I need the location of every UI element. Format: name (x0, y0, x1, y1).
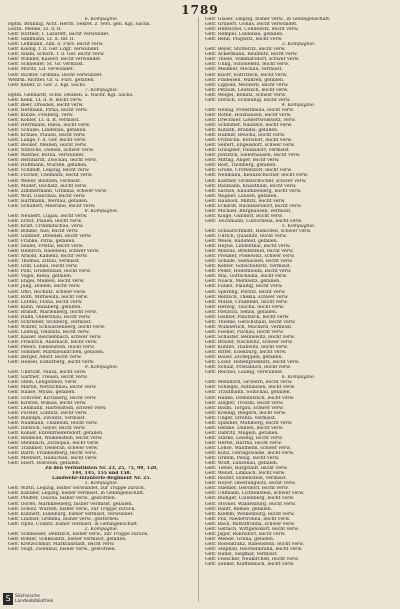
list-entry: Gefr. Neumann, Kleinzschocher, leicht verw. (205, 173, 309, 179)
list-entry: Gefr. Michael, Burghausen, vermisst. (205, 208, 292, 214)
list-entry: Gefr. Rößler, Schkeuditz, bisher vermisst, gefallen. (8, 536, 127, 542)
list-entry: Gefr. Keller, D. Ger. 2. Kgl. Sachs. (8, 82, 87, 88)
list-entry: Gefr. Wendt, Limbach, leicht verw. (205, 471, 286, 477)
list-entry: Gefr. Seifert, Engelsdorf, schwer verw. (205, 143, 296, 149)
list-entry: Gefr. Berger, Adorf, leicht verw. (8, 355, 82, 361)
list-entry: Gefr. Haase, Mylau, gefallen. (8, 390, 76, 396)
list-entry: Gefr. Opitz, Colditz, bisher vermisst, in Gefangenschaft. (8, 521, 139, 527)
list-entry: Gefr. Kohler, Lt. d. R. vermisst. (8, 117, 80, 123)
list-entry: Gefr. Wunderlich, Machern, vermisst. (205, 324, 293, 330)
list-entry: Gefr. Ranft, Remse, gefallen. (205, 506, 273, 512)
list-entry: Gefr. Poller, Hohenheida, leicht verw. (205, 269, 292, 275)
list-entry: Gefr. Stephan, Reichenbrand, leicht verw. (205, 546, 303, 552)
list-entry: Gefr. Kluge, Gundorf, leicht verw. (205, 213, 283, 219)
list-heading: Zu den Verlustlisten Nr. 23, 25, 75, 98, 128, (45, 466, 158, 472)
list-entry: Gefr. Schlegel, Authausen, leicht verw. (205, 385, 296, 391)
list-entry: Gefr. Schubert, Meerane, leicht verw. (8, 203, 96, 209)
list-entry: Gefr. Reichel, Laußig, verwundet. (205, 370, 284, 376)
list-entry: Gefr. Nitzsche, Döbeln, schwer verw. (8, 148, 94, 154)
list-entry: Gefr. Günther, Dresden, leicht verw. (8, 234, 92, 240)
list-entry: Gefr. Möbius, Breitenfeld, leicht verw. (205, 249, 294, 255)
list-entry: Gefr. Fischer, Chemnitz, leicht verw. (8, 173, 93, 179)
section-heading: 3. Kompagnie. (281, 42, 316, 48)
list-entry: Gefr. Klemm, Wolkenburg, leicht verw. (205, 511, 295, 517)
library-logo (3, 591, 67, 607)
list-entry: Gefr. Ernst, Plauen, leicht verw. (8, 218, 83, 224)
list-entry: Gefr. Thomas, Zittau, vermisst. (8, 259, 81, 265)
list-entry: Gefr. Grimm, Penig, leicht verw. (205, 456, 280, 462)
list-entry: Gefr. Haubold, Miltitz, leicht verw. (205, 198, 286, 204)
list-entry: Gefr. Keßler, Göbschelwitz, vermisst. (205, 264, 291, 270)
list-entry: Gefr. Schade, Seehausen, leicht verw. (205, 259, 293, 265)
page-number: 1789 (181, 3, 219, 17)
list-entry: Gefr. Ulbricht, Pausa, leicht verw. (8, 370, 87, 376)
list-entry: Gefr. Petzold, Leutzsch, leicht verw. (205, 87, 289, 93)
list-entry: Gefr. Starke, Leisnig, leicht verw. (205, 435, 283, 441)
section-heading: 7. Kompagnie. (84, 87, 119, 93)
list-entry: Gefr. Herzog, Taucha, leicht verw. (205, 304, 285, 310)
list-entry: Gefr. Beyer, Stötteritz, leicht verw. (205, 47, 286, 53)
left-column (8, 17, 199, 602)
list-entry: Gefr. Hoffmann, Wurzen, gefallen. (8, 163, 88, 169)
list-entry: Gefr. Gärtner, Treuen, leicht verw. (8, 375, 88, 381)
list-entry: Gefr. Unger, Strehla, vermisst. (205, 415, 277, 421)
list-entry: Gefr. Gerlach, Wittgensdorf, leicht verw. (205, 526, 299, 532)
list-entry: Wehrm. Richter, Gl. u. Fürs. gefallen. (8, 77, 95, 83)
list-entry: Gefr. Rüdiger, Callenberg, leicht verw. (205, 496, 295, 502)
list-entry: Gefr. Funke, Plaußig, leicht verw. (205, 284, 283, 290)
list-entry: Gefr. Hüttner, I. Lazarett, leicht verwundet. (8, 32, 110, 38)
list-entry: Gefr. Weber, Bautzen, vermisst. (8, 178, 82, 184)
list-entry: Gefr. Geißler, Panitzsch, leicht verw. (205, 314, 290, 320)
right-column (205, 17, 392, 602)
list-entry: Gefr. Eckardt, Rückmarsdorf, leicht verw. (205, 203, 302, 209)
list-entry: Gefr. Kiellig, f. d. Ger. Ldgr. verwundet. (8, 47, 100, 53)
list-entry: Hptm. Brüning, Acht. Herrn. Sekret. z. Vers. gen. Kgl. Sachs. (8, 22, 151, 28)
list-entry: Gefr. Hoyer, Oberlungwitz, leicht verw. (205, 481, 296, 487)
list-entry: Gefr. Hentschel, Connewitz, leicht verw. (205, 27, 299, 33)
list-entry: Gefr. Kuhnert, Eilenburg, bisher vermisst, verwundet. (8, 511, 134, 517)
list-entry: Gefr. Pfeiffer, Taucha, bisher verw., gestorben. (8, 496, 117, 502)
section-heading: 6. Kompagnie. (281, 375, 316, 381)
list-entry: Gefr. Kuntze, Thallwitz, leicht verw. (205, 345, 288, 351)
list-entry: Gefr. Ebert, Roßwein, gefallen. (8, 461, 81, 467)
list-entry: Gefr. Zenker, Klaffenbach, leicht verw. (205, 562, 295, 568)
list-entry: Gefr. Gläser, Leipzig, bisher verw., in Gefangenschaft. (205, 17, 331, 22)
list-entry: Gefr. Schuster, Bennewitz, leicht verw. (205, 334, 296, 340)
list-entry: Gefr. Hempel, Lindenau, gefallen. (205, 32, 284, 38)
list-entry: Gefr. Mehnert, Hainichen, leicht verw. (8, 456, 98, 462)
list-entry: Gefr. Kühn, Annaberg, gefallen. (8, 304, 82, 310)
list-entry: Gefr. Mai, Gottscheina, leicht verw. (205, 274, 288, 280)
list-entry: Gefr. Meißner, Mockau, vermisst. (205, 67, 283, 73)
list-entry: Gefr. Wagner, Lausen, gefallen. (205, 193, 278, 199)
list-entry: Gefr. Seidel, Freital, leicht verw. (8, 244, 84, 250)
list-entry: Gefr. Uhlmann, Lichtenstein, schwer verw. (205, 491, 305, 497)
list-entry: Gefr. Arnold, Kamenz, leicht verw. (8, 254, 88, 260)
list-entry: Gefr. Jentzsch, Sellerhausen, leicht verw. (205, 153, 301, 159)
list-entry: Gefr. Sahlmann, Lt. d. Inf. II. (8, 37, 75, 43)
list-entry: Gefr. Grunert, Gohlis, leicht verwundet. (205, 22, 298, 28)
list-entry: Gefr. Heyne, Lindenthal, leicht verw. (205, 244, 291, 250)
list-entry: Gefr. Otto, Rochlitz, schwer verw. (8, 289, 87, 295)
list-entry: Gefr. Uhlig, Schönefeld, leicht verw. (205, 62, 290, 68)
list-entry: Gefr. Lehmann, Hartenstein, schwer verw. (8, 405, 107, 411)
list-entry: Gefr. Franke, Pirna, gefallen. (8, 239, 76, 245)
list-entry: Gefr. Reuter, Hohenstein, vermisst. (205, 476, 288, 482)
list-entry: Gefr. Bernhardt, Zwickau, leicht verw. (8, 158, 97, 164)
section-heading: 5. Kompagnie. (281, 223, 316, 229)
list-entry: Gefr. Sperling, Portitz, leicht verw. (205, 289, 286, 295)
list-entry: Gefr. Rosenkranz, Rabenstein, leicht verw. (205, 541, 305, 547)
list-entry: Gefr. Tietze, Burgstädt, leicht verw. (205, 466, 288, 472)
section-heading: 1. Kompagnie. (84, 481, 119, 487)
list-entry: Gefr. Stein, Lengenfeld, verw. (8, 380, 78, 386)
library-logo-icon: S (3, 593, 13, 605)
list-entry: Gefr. Voigt, Zwenkau, bisher verw., gestorben. (8, 546, 117, 552)
list-entry: Gefr. Förster, Lößnitz, leicht verw. (8, 410, 88, 416)
section-heading: 4. Kompagnie. (281, 102, 316, 108)
list-entry: Gefr. Hermann, Pirna, leicht verw. (8, 107, 88, 113)
list-entry: Gefr. Fiedler, Püchau, leicht verw. (205, 329, 284, 335)
list-entry: Gefr. Engel, Meißen, leicht verw. (8, 279, 85, 285)
list-entry: Gefr. Rehn, Plagwitz, leicht verw. (205, 37, 283, 43)
list-entry: Gefr. Steinbach, Zschopau, leicht verw. (8, 440, 100, 446)
list-entry: Gefr. Teichmann, Lützschena, leicht verw. (205, 218, 303, 224)
list-entry: Gefr. Dietrich, Geyer, leicht verw. (8, 425, 86, 431)
list-entry: Gefr. Rost, Thonberg, gefallen. (205, 163, 277, 169)
list-entry: Gefr. Hanke, Dommitzsch, leicht verw. (205, 395, 295, 401)
list-heading: Landwehr-Infanterie-Regiment Nr. 25. (51, 476, 152, 482)
list-entry: Gefr. Kirsten, Wilkau, leicht verw. (8, 400, 87, 406)
list-entry: Gefr. Pilz, Niederfrohna, leicht verw. (205, 516, 291, 522)
list-entry: Gefr. Mende, Grüna, gefallen. (205, 536, 275, 542)
list-entry: Gefr. Heinig, Probstheida, leicht verw. (205, 107, 294, 113)
list-entry: Gefr. Däbritz, Mügeln, gefallen. (205, 430, 279, 436)
list-entry: Gefr. Graupner, Paunsdorf, vermisst. (205, 148, 291, 154)
list-entry: Gefr. Mittag, Anger, leicht verw. (205, 158, 280, 164)
list-entry: Gefr. Ludwig, Oelsnitz, leicht verw. (8, 329, 90, 335)
list-entry: Gefr. Weise, Radefeld, gefallen. (205, 239, 279, 245)
list-entry: Gefr. Kenk, Lt. d. R. leicht verw. (8, 97, 83, 103)
list-entry: Gefr. Kunath, Brandis, gefallen. (205, 128, 279, 134)
list-entry: Gefr. Bauer, Zschepplin, gefallen. (205, 355, 283, 361)
list-entry: Gefr. Köhler, Ehrenfriedersdorf, gefallen. (8, 430, 104, 436)
list-entry: Gefr. Thieme, Gerichshain, leicht verw. (205, 319, 296, 325)
list-entry: Gefr. Sachse, Knautkleeberg, leicht verw. (205, 188, 302, 194)
list-entry: Gefr. Wirth, Leipzig, bisher verwundet, zur Truppe zurück. (8, 486, 146, 492)
list-entry: Gefr. Bach, Mittelfrohna, schwer verw. (205, 521, 296, 527)
list-entry: Gefr. Schreiber, Stollberg, vermisst. (8, 319, 92, 325)
section-heading: 2. Kompagnie. (84, 526, 119, 532)
list-entry: Gefr. Hensel, Elsterberg, leicht verw. (8, 360, 95, 366)
list-entry: Gefr. Graf, Löbau, leicht verw. (8, 264, 78, 270)
list-entry: Gefr. Friedrich, Auerbach, leicht verw. (8, 340, 98, 345)
section-heading: 6. Kompagnie. (84, 17, 119, 22)
list-entry: Gefr. Wolf, Glauchau, leicht verw. (8, 193, 86, 199)
list-entry: Gefr. Peters, Falkenstein, leicht verw. (8, 345, 96, 351)
list-entry: Gefr. Kandler, Leipzig, bisher vermisst, in Gefangenschaft. (8, 491, 145, 497)
list-entry: Gefr. Winkler, Kaiserf. leicht verwundet. (8, 57, 102, 63)
list-entry: Gefr. Zimmermann, Grimma, schwer verw. (8, 188, 108, 194)
list-entry: Gefr. Schröter, Kirchberg, leicht verw. (8, 395, 97, 401)
list-entry: Gefr. Adam, Schorn. f. d. Ger. leicht verw. (8, 52, 105, 58)
section-heading: 9. Kompagnie. (84, 365, 119, 371)
list-entry: Gefr. Walther, Borna, verwundet. (8, 153, 85, 159)
list-entry: Gefr. Trautmann, Söllichau, gefallen. (205, 390, 292, 396)
list-entry: Gefr. Löser, Hohenprießnitz, leicht verw. (205, 360, 300, 366)
logo-line-1: Sächsische (15, 594, 40, 599)
list-entry: Gefr. Schindler, Naunhof, leicht verw. (205, 122, 293, 128)
list-entry: Gefr. Beer, Dresden, leicht verw. (8, 102, 84, 108)
list-entry: Gefr. Martin, Netzschkau, leicht verw. (8, 385, 97, 391)
list-entry: Gefr. Wolff, Lunzenau, gefallen. (205, 461, 279, 467)
list-entry: Gefr. Rentsch, Thekla, schwer verw. (205, 294, 289, 300)
list-entry: Gefr. Thiele, Volkmarsdorf, schwer verw. (205, 57, 300, 63)
list-entry: Gefr. Knorr, Eutritzsch, leicht verw. (205, 72, 288, 78)
list-entry: Gefr. Rothe, Holzhausen, leicht verw. (205, 112, 292, 118)
list-entry: Gefr. Schneider, St. Gr. vermisst. (8, 62, 85, 68)
list-entry: Gefr. Baum, Torgau, schwer verw. (205, 405, 284, 411)
list-entry: Gefr. Schmidt, Leipzig, leicht verw. (8, 168, 90, 174)
list-entry: Gefr. Tränkner, Oederan, schwer verw. (8, 445, 99, 451)
list-entry: Gefr. Hänel, Siegmar, vermisst. (205, 551, 278, 557)
list-entry: Gefr. Kraft, Crimmitschau, verw. (8, 223, 84, 229)
list-entry: Gefr. Weigel, Böhlitz, schwer verw. (205, 92, 287, 98)
list-entry: Gefr. Lehmann, Zim. d. Fürs. leicht verw. (8, 42, 104, 48)
list-entry: Gefr. Rudolph, Zwönitz, vermisst. (8, 415, 86, 421)
list-entry: Gefr. Schulze, Lindenau, gefallen. (8, 128, 87, 134)
list-entry: Gefr. Lindner, Grimma, bisher verw., gestorben. (8, 516, 120, 522)
list-entry: Gefr. Mütze, Cradefeld, leicht verw. (205, 299, 288, 305)
list-entry: Gefr. Lohse, Waldheim, schwer verw. (205, 445, 291, 451)
list-entry: Gefr. Hahn, Olbernhau, leicht verw. (8, 314, 91, 320)
list-entry: Gefr. Heinrich, Radebeul, schwer verw. (8, 249, 100, 255)
list-entry: Gefr. Roth, Mittweida, leicht verw. (8, 294, 89, 300)
list-entry: Gefr. Barth, Frankenberg, leicht verw. (8, 451, 97, 457)
list-entry: Gefr. Krause, Plauen, leicht verw. (8, 133, 86, 139)
text-columns (8, 17, 392, 602)
list-entry: Gefr. Ehrlich, Schleußig, leicht verw. (205, 97, 291, 103)
list-entry: Gefr. Richter, Grimma, leicht verwundet. (8, 72, 103, 78)
list-entry: Gefr. Moritz, Ld. verwundet. (8, 67, 75, 73)
list-entry: Gefr. Brandt, Marienberg, leicht verw. (8, 309, 98, 315)
list-entry: Gefr. Spindler, Mühlberg, leicht verw. (205, 420, 293, 426)
list-entry: Gefr. Kästner, Großzschocher, schwer verw. (205, 178, 307, 184)
list-entry: Gefr. Mehlhorn, Gröbern, leicht verw. (205, 380, 293, 386)
list-entry: Gefr. Ritter, Eilenburg, leicht verw. (205, 350, 287, 356)
list-entry: Gefr. Lippold, Möckern, leicht verw. (205, 82, 289, 88)
list-entry: Gefr. Dörfel, Markkleeberg, bisher vermisst, gefallen. (8, 501, 134, 507)
list-entry: Gefr. Bräuer, Nischwitz, schwer verw. (205, 340, 293, 345)
list-entry: Leutn. Menke, Lt. d. R. (8, 27, 62, 33)
list-entry: Gefr. Kunze, Freiberg, verw. (8, 112, 74, 118)
list-entry: Gefr. Drechsler, Liebertwolkwitz, verw. (205, 117, 296, 123)
list-entry: Gefr. Pohl, Großenhain, leicht verw. (8, 269, 91, 275)
list-entry: Gefr. Kretzschmar, Markranstädt, leicht verw. (8, 541, 115, 547)
list-entry: Gefr. Stöckel, Waldenburg, leicht verw. (205, 501, 296, 507)
list-entry: Gefr. Hübner, Beucha, leicht verw. (205, 133, 285, 139)
list-entry: Gefr. Preußer, Podelwitz, schwer verw. (205, 254, 295, 260)
list-entry: Gefr. Schaarschmidt, Hänichen, schwer verw. (205, 228, 312, 234)
list-entry: Gefr. Stiehler, Gersdorf, leicht verw. (205, 486, 289, 492)
list-entry: Gefr. Müller, Oschatz, leicht verw. (8, 183, 88, 189)
list-entry: Gefr. Hartmann, Werdau, gefallen. (8, 198, 89, 204)
list-entry: Gefr. Kreißig, Belgern, leicht verw. (205, 410, 287, 416)
list-entry: Gefr. Hertel, Hartha, leicht verw. (205, 440, 282, 446)
list-entry: Gefr. Herrmann, Riesa, leicht verw. (8, 122, 91, 128)
list-entry: Gefr. Naumann, Thalheim, leicht verw. (8, 420, 98, 426)
list-entry: Gefr. Becker, Meißen, leicht verw. (8, 143, 87, 149)
list-entry: Gefr. Reinhold, Wolkenstein, leicht verw. (8, 435, 103, 441)
list-entry: Gefr. Vogel, Riesa, gefallen. (8, 274, 73, 280)
list-entry: Gefr. Baumann, Knauthain, leicht verw. (205, 183, 297, 189)
list-entry: Gefr. Oehme, Dahlen, leicht verw. (205, 425, 284, 431)
list-entry: Gefr. Schmieder, Delitzsch, bisher verw., zur Truppe zurück. (8, 531, 149, 537)
list-entry: Gefr. Ziegler, Trossin, leicht verw. (205, 400, 284, 406)
list-heading: 144, 145, 155 und 158. (71, 471, 132, 477)
list-entry: Gefr. Sommer, Markneukirchen, gefallen. (8, 350, 105, 356)
list-entry: Gefr. Kaiser, Reichenbach, schwer verw. (8, 334, 102, 340)
section-heading: 8. Kompagnie. (84, 208, 119, 214)
library-logo-text (15, 594, 53, 604)
list-entry: Gefr. Neubert, Lugau, leicht verw. (8, 213, 88, 219)
list-entry: Gefr. Ullrich, Quasnitz, leicht verw. (205, 234, 287, 240)
list-entry: Gefr. Lorenz, Flöha, leicht verw. (8, 299, 83, 305)
list-entry: Hptm. Gebhardt, Schw. Deuben, a. Nachr. Kgl. Sachs. (8, 92, 134, 98)
list-entry: Gefr. Jung, Döbeln, leicht verw. (8, 284, 81, 290)
list-entry: Gefr. Winter, Schwarzenberg, leicht verw. (8, 324, 106, 330)
list-entry: Gefr. Böhme, Aue, leicht verw. (8, 228, 79, 234)
list-entry: Gefr. Scholz, Wurzen, bisher verw., zur Truppe zurück. (8, 506, 136, 512)
list-entry: Gefr. Fleischer, Neukirchen, leicht verw. (205, 557, 299, 563)
logo-line-2: Landesbibliothek (15, 599, 54, 604)
list-entry: Gefr. Pietzsch, Sehlis, gefallen. (205, 309, 278, 315)
list-entry: Gefr. Lange, f. d. Ger. leicht verw. (8, 138, 87, 144)
list-entry: Gefr. Schulz, Pristäblich, leicht verw. (205, 365, 292, 371)
list-entry: Gefr. Kunz, Geringswalde, leicht verw. (205, 451, 295, 457)
list-entry: Gefr. Findeisen, Wahren, gefallen. (205, 77, 285, 83)
list-entry: Gefr. Fritzsche, Borsdorf, leicht verw. (205, 138, 293, 144)
list-entry: Gefr. Jäger, Röhrsdorf, leicht verw. (205, 531, 286, 537)
list-entry: Gefr. Ackermann, Reudnitz, leicht verw. (205, 52, 298, 58)
list-entry: Gefr. Große, Crottendorf, leicht verw. (205, 168, 293, 174)
list-entry: Gefr. Noack, Merkwitz, gefallen. (205, 279, 281, 285)
